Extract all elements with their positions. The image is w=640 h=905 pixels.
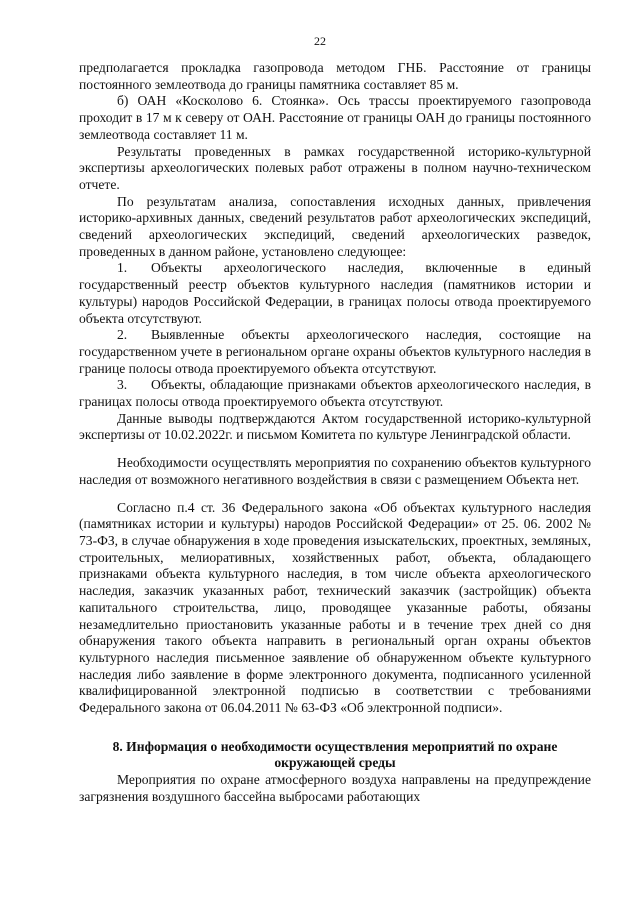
list-item-3-text: Объекты, обладающие признаками объектов археологического наследия, в границах полосы отвода проектируемого объекта отсутствуют. bbox=[79, 377, 591, 410]
paragraph-no-measures: Необходимости осуществлять мероприятия по сохранению объектов культурного наследия от возможного негативного воздействия в связи с размещением Объекта нет. bbox=[79, 455, 591, 487]
page-number: 22 bbox=[314, 34, 326, 48]
paragraph-federal-law: Согласно п.4 ст. 36 Федерального закона «Об объектах культурного наследия (памятниках истории и культуры) народов Российской Федерации» от 25. 06. 2002 № 73-ФЗ, в случае обнаружения в ходе проведения изыскательских, проектных, земляных, строительных, мелиоративных, хозяйственных работ, объекта, обладающего признаками объекта культурного наследия, в том числе объекта археологического наследия, заказчик указанных работ, технический заказчик (застройщик) объекта капитального строительства, лицо, проводящее указанные работы, обязаны незамедлительно приостановить указанные работы и в течение трех дней со дня обнаружения такого объекта направить в региональный орган охраны объектов культурного наследия письменное заявление об обнаруженном объекте культурного наследия либо заявление в форме электронного документа, подписанного усиленной квалифицированной электронной подписью в соответствии с требованиями Федерального закона от 06.04.2011 № 63-ФЗ «Об электронной подписи». bbox=[79, 499, 591, 716]
list-item-3 bbox=[79, 377, 591, 410]
paragraph-oan-koskolovo: б) ОАН «Косколово 6. Стоянка». Ось трассы проектируемого газопровода проходит в 17 м к северу от ОАН. Расстояние от границы ОАН до границы постоянного землеотвода составляет 11 м. bbox=[79, 93, 591, 142]
list-item-2-number: 2. bbox=[117, 327, 128, 343]
list-item-2-text: Выявленные объекты археологического наследия, состоящие на государственном учете в региональном органе охраны объектов культурного наследия в границе полосы отвода проектируемого объекта отсутствуют. bbox=[79, 327, 591, 376]
document-body bbox=[79, 60, 591, 806]
list-item-3-number: 3. bbox=[117, 377, 128, 393]
list-item-2 bbox=[79, 327, 591, 377]
paragraph-expertise-results: Результаты проведенных в рамках государственной историко-культурной экспертизы археологических полевых работ отражены в полном научно-техническом отчете. bbox=[79, 143, 591, 192]
list-item-1-number: 1. bbox=[117, 260, 128, 276]
paragraph-continuation: предполагается прокладка газопровода методом ГНБ. Расстояние от границы постоянного землеотвода до границы памятника составляет 85 м. bbox=[79, 60, 591, 92]
paragraph-atmospheric-protection: Мероприятия по охране атмосферного воздуха направлены на предупреждение загрязнения воздушного бассейна выбросами работающих bbox=[79, 772, 591, 804]
section-heading bbox=[79, 739, 591, 772]
section-heading-line-1: 8. Информация о необходимости осуществления мероприятий по охране bbox=[112, 738, 558, 754]
paragraph-spacer bbox=[79, 489, 591, 500]
paragraph-conclusions: Данные выводы подтверждаются Актом государственной историко-культурной экспертизы от 10.02.2022г. и письмом Комитета по культуре Ленинградской области. bbox=[79, 410, 591, 443]
list-item-1 bbox=[79, 260, 591, 327]
paragraph-spacer bbox=[79, 717, 591, 728]
paragraph-analysis-results: По результатам анализа, сопоставления исходных данных, привлечения историко-архивных данных, сведений результатов работ археологических экспедиций, сведений археологических экспедиций, сведений археологических разведок, проведенных в данном районе, установлено следующее: bbox=[79, 193, 591, 259]
section-heading-line-2: окружающей среды bbox=[274, 755, 396, 771]
list-item-1-text: Объекты археологического наследия, включенные в единый государственный реестр объектов культурного наследия (памятников истории и культуры) народов Российской Федерации, в границах полосы отвода проектируемого объекта отсутствуют. bbox=[79, 260, 591, 326]
paragraph-spacer bbox=[79, 444, 591, 455]
